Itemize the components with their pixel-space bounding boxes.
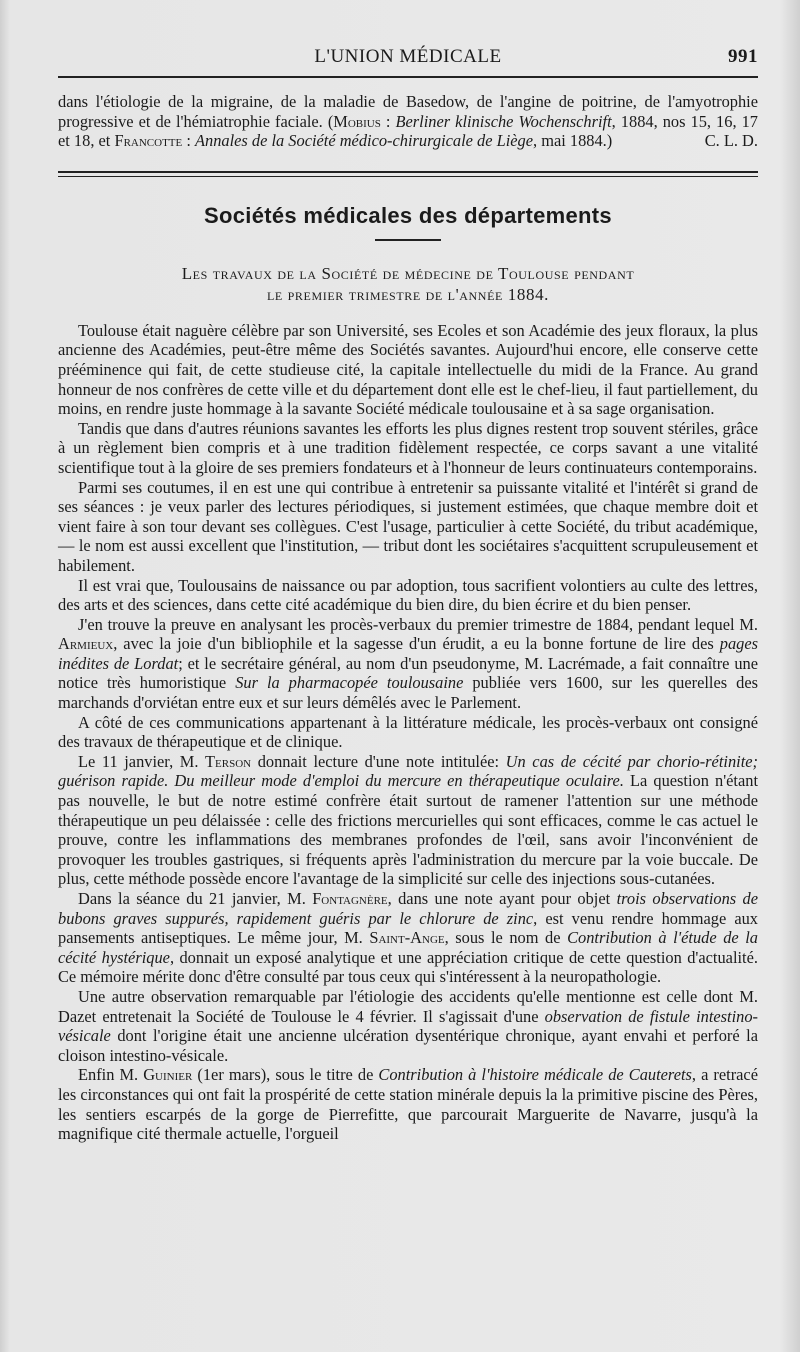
- paragraph-5: J'en trouve la preuve en analysant les procès-verbaux du premier trimestre de 1884, pendant lequel M. Armieux, avec la joie d'un bibliophile et la sagesse d'un érudit, a eu la bonne fortune de lire des pages inédites de Lordat; et le secrétaire général, au nom d'un pseudonyme, M. Lacrémade, a fait connaître une notice très humoristique Sur la pharmacopée toulousaine publiée vers 1600, sur les querelles des marchands d'orviétan entre eux et sur leurs démêlés avec le Parlement.: [58, 614, 758, 713]
- author-mobius: Mobius: [333, 111, 381, 131]
- name-terson: Terson: [205, 751, 252, 771]
- article-signature: C. L. D.: [704, 131, 758, 151]
- header-rule: [58, 76, 758, 78]
- name-armieux: Armieux: [58, 634, 114, 654]
- article-title: Les travaux de la Société de médecine de Toulouse pendant le premier trimestre de l'année 1884.: [181, 263, 635, 304]
- paragraph-3: Parmi ses coutumes, il en est une qui contribue à entretenir sa puissante vitalité et l'intérêt si grand de ses séances : je veux parler des lectures périodiques, si justement estimées, que chaque membre doit et vient faire à son tour devant ses collègues. C'est l'usage, particulier à cette Société, du tribut académique, — le nom est aussi excellent que l'institution, — tribut dont les sociétaires s'acquittent scrupuleusement et habilement.: [58, 477, 758, 575]
- journal-berliner: Berliner klinische Wochenschrift: [395, 111, 612, 131]
- author-francotte: Francotte: [114, 131, 183, 151]
- paragraph-8: Dans la séance du 21 janvier, M. Fontagnère, dans une note ayant pour objet trois observations de bubons graves suppurés, rapidement guéris par le chlorure de zinc, est venu rendre hommage aux pansements antiseptiques. Le même jour, M. Saint-Ange, sous le nom de Contribution à l'étude de la cécité hystérique, donnait un exposé analytique et une appréciation critique de cette question d'actualité. Ce mémoire mérite donc d'être consulté par tous ceux qui s'intéressent à la neuropathologie.: [58, 889, 759, 987]
- paragraph-9: Une autre observation remarquable par l'étiologie des accidents qu'elle mentionne est celle dont M. Dazet entretenait la Société de Toulouse le 4 février. Il s'agissait d'une observation de fistule intestino-vésicale dont l'origine était une ancienne ulcération dysentérique chronique, ayant envahi et perforé la cloison intestino-vésicale.: [58, 986, 758, 1065]
- paragraph-6: A côté de ces communications appartenant à la littérature médicale, les procès-verbaux ont consigné des travaux de thérapeutique et de clinique.: [58, 712, 758, 752]
- running-head: [58, 42, 758, 72]
- paragraph-1: Toulouse était naguère célèbre par son Université, ses Ecoles et son Académie des jeux floraux, la plus ancienne des Académies, peut-être même des Sociétés savantes. Aujourd'hui encore, elle conserve cette prééminence qui fait, de cette studieuse cité, la capitale intellectuelle du midi de la France. Au grand honneur de nos confrères de cette ville et du département dont elle est le chef-lieu, il faut partiellement, du moins, en rendre juste hommage à la savante Société médicale toulousaine et à sa sage organisation.: [58, 320, 758, 419]
- running-title: L'UNION MÉDICALE: [314, 46, 502, 67]
- journal-liege: Annales de la Société médico-chirurgicale de Liège: [194, 131, 534, 151]
- title-rule: [375, 239, 441, 241]
- previous-article-ending: dans l'étiologie de la migraine, de la maladie de Basedow, de l'angine de poitrine, de l'amyotrophie progressive et de l'hémiatrophie faciale. (Mobius : Berliner klinische Wochenschrift, 1884, nos 15, 16, 17 et 18, et Francotte : Annales de la Société médico-chirurgicale de Liège, mai 1884.): [58, 92, 758, 151]
- paragraph-7: Le 11 janvier, M. Terson donnait lecture d'une note intitulée: Un cas de cécité par chorio-rétinite; guérison rapide. Du meilleur mode d'emploi du mercure en thérapeutique oculaire. La question n'étant pas nouvelle, le but de notre estimé confrère était surtout de ramener l'attention sur une méthode thérapeutique un peu délaissée : celle des frictions mercurielles qui sont efficaces, comme le cas actuel le prouve, contre les inflammations des membranes profondes de l'œil, sans avoir l'inconvénient de provoquer les troubles gastriques, si fréquents après l'administration du mercure par la voie buccale. De plus, cette méthode possède encore l'avantage de la simplicité sur celle des injections sous-cutanées.: [58, 751, 759, 889]
- name-fontagnere: Fontagnère: [312, 889, 388, 908]
- section-divider: [58, 171, 758, 177]
- section-title: Sociétés médicales des départements: [204, 202, 612, 228]
- name-saint-ange: Saint-Ange: [369, 928, 445, 948]
- paragraph-10: Enfin M. Guinier (1er mars), sous le titre de Contribution à l'histoire médicale de Cauterets, a retracé les circonstances qui ont fait la prospérité de cette station minérale depuis la la primitive piscine des Pères, les sentiers escarpés de la gorge de Pierrefitte, que parcourait Marguerite de Navarre, jusqu'à la magnifique cité thermale actuelle, l'orgueil: [58, 1065, 758, 1144]
- name-guinier: Guinier: [143, 1065, 193, 1085]
- paragraph-4: Il est vrai que, Toulousains de naissance ou par adoption, tous sacrifient volontiers au culte des lettres, des arts et des sciences, dans cette cité académique du bien dire, du bien écrire et du bien penser.: [58, 575, 758, 615]
- paragraph-2: Tandis que dans d'autres réunions savantes les efforts les plus dignes restent trop souvent stériles, grâce à un règlement bien compris et à une tradition fidèlement respectée, ce corps savant a une vitalité scientifique tout à la gloire de ses premiers fondateurs et à l'honneur de leurs continuateurs contemporains.: [58, 418, 758, 477]
- page-number: 991: [728, 46, 758, 67]
